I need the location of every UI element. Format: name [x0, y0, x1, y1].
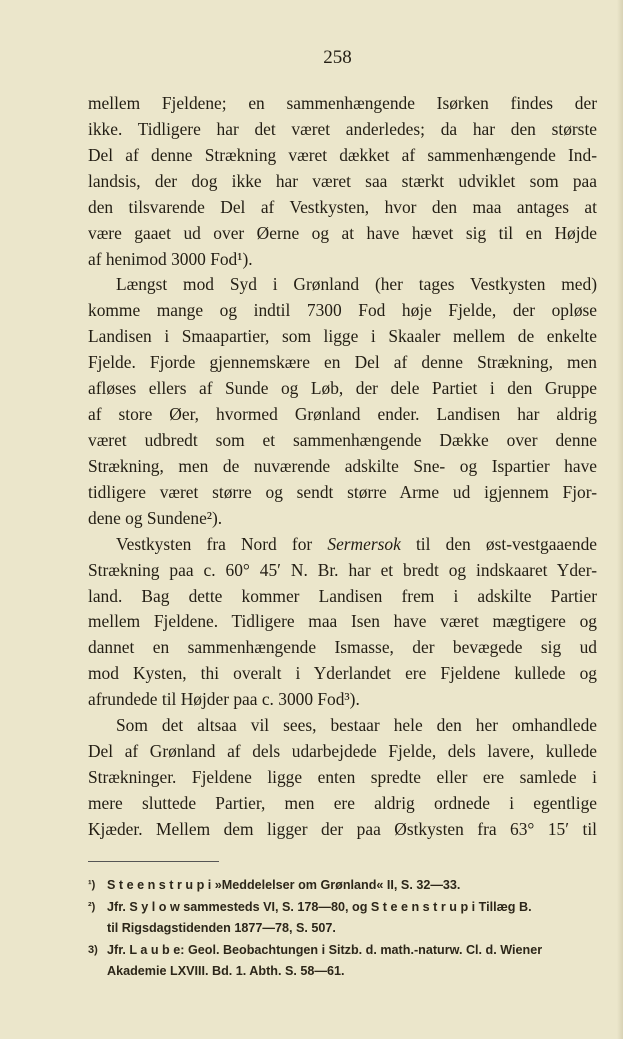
text-line [88, 376, 597, 402]
text-segment: afrundede til Højder paa c. 3000 Fod³). [88, 689, 360, 710]
text-segment: dannet en sammenhængende Ismasse, der bevægede sig ud [88, 637, 597, 658]
text-segment: ikke. Tidligere har det været anderledes; da har den største [88, 118, 597, 139]
footnote-line: Jfr. S y l o w sammesteds VI, S. 178—80, og S t e e n s t r u p i Tillæg B. [107, 899, 532, 914]
text-segment: land. Bag dette kommer Landisen frem i adskilte Partier [88, 585, 597, 606]
text-line [88, 117, 597, 143]
text-line [88, 169, 597, 195]
text-line [88, 609, 597, 635]
text-segment: mod Kysten, thi overalt i Yderlandet ere Fjeldene kullede og [88, 663, 597, 684]
text-line [88, 635, 597, 661]
text-segment: mellem Fjeldene. Tidligere maa Isen have været mægtigere og [88, 611, 597, 632]
text-line [88, 402, 597, 428]
text-line [88, 324, 597, 350]
text-segment: Strækning, men de nuværende adskilte Sne- og Ispartier have [88, 455, 597, 476]
footnote-divider [88, 861, 219, 862]
text-segment: Fjelde. Fjorde gjennemskære en Del af denne Strækning, men [88, 352, 597, 373]
text-line [88, 661, 597, 687]
text-line [88, 143, 597, 169]
page-number: 258 [323, 47, 352, 68]
text-segment: Del af denne Strækning været dækket af sammenhængende Ind- [88, 144, 597, 165]
paragraph [88, 272, 597, 531]
paragraph [88, 91, 597, 272]
footnotes [88, 875, 597, 983]
text-segment: mere sluttede Partier, men ere aldrig ordnede i egentlige [88, 792, 597, 813]
footnote [88, 940, 597, 983]
text-segment: af store Øer, hvormed Grønland ender. Landisen har aldrig [88, 404, 597, 425]
text-segment: Del af Grønland af dels udarbejdede Fjelde, dels lavere, kullede [88, 741, 597, 762]
paragraph [88, 532, 597, 713]
footnote-line: S t e e n s t r u p i »Meddelelser om Grønland« II, S. 32—33. [107, 878, 461, 892]
text-segment: til den øst-vestgaaende [400, 533, 597, 554]
italic-place-name: Sermersok [327, 533, 401, 554]
footnote-line: Jfr. L a u b e: Geol. Beobachtungen i Sitzb. d. math.-naturw. Cl. d. Wiener [107, 942, 543, 957]
text-segment: mellem Fjeldene; en sammenhængende Isørken findes der [88, 93, 597, 113]
text-segment: dene og Sundene²). [88, 507, 223, 528]
text-line [88, 195, 597, 221]
text-segment: været udbredt som et sammenhængende Dække over denne [88, 429, 597, 450]
text-line [88, 532, 597, 558]
text-segment: den tilsvarende Del af Vestkysten, hvor den maa antages at [88, 196, 597, 217]
text-line [88, 506, 597, 532]
text-segment: Vestkysten fra Nord for [116, 533, 328, 554]
footnote-line: til Rigsdagstidenden 1877—78, S. 507. [107, 921, 336, 935]
text-segment: komme mange og indtil 7300 Fod høje Fjelde, der opløse [88, 300, 597, 321]
text-line [88, 272, 597, 298]
text-line [88, 817, 597, 843]
text-line [88, 298, 597, 324]
text-segment: af henimod 3000 Fod¹). [88, 248, 253, 269]
text-line [88, 739, 597, 765]
footnote [88, 897, 597, 940]
text-line [88, 584, 597, 610]
text-line [88, 791, 597, 817]
text-line [88, 558, 597, 584]
text-segment: Strækninger. Fjeldene ligge enten spredte eller ere samlede i [88, 766, 597, 787]
page-edge-shadow [617, 0, 623, 1039]
text-line [88, 428, 597, 454]
text-segment: tidligere været større og sendt større Arme ud igjennem Fjor- [88, 481, 597, 502]
text-line [88, 687, 597, 713]
text-segment: landsis, der dog ikke har været saa stærkt udviklet som paa [88, 170, 597, 191]
text-line [88, 247, 597, 273]
text-line [88, 350, 597, 376]
text-line [88, 454, 597, 480]
text-line [88, 765, 597, 791]
text-segment: Kjæder. Mellem dem ligger der paa Østkysten fra 63° 15′ til [88, 818, 597, 839]
text-segment: Længst mod Syd i Grønland (her tages Vestkysten med) [116, 274, 597, 295]
paragraph [88, 713, 597, 843]
footnote-marker: 3) [88, 943, 98, 956]
footnote-marker: ²) [88, 900, 96, 913]
text-line [88, 91, 597, 117]
text-segment: Strækning paa c. 60° 45′ N. Br. har et bredt og indskaaret Yder- [88, 559, 597, 580]
text-line [88, 221, 597, 247]
text-line [88, 480, 597, 506]
text-segment: Landisen i Smaapartier, som ligge i Skaaler mellem de enkelte [88, 326, 597, 347]
text-segment: afløses ellers af Sunde og Løb, der dele Partiet i den Gruppe [88, 378, 597, 399]
footnote-marker: ¹) [88, 879, 96, 891]
body-text [88, 91, 597, 843]
text-segment: Som det altsaa vil sees, bestaar hele den her omhandlede [116, 715, 597, 736]
footnote [88, 875, 597, 897]
text-segment: være gaaet ud over Øerne og at have hævet sig til en Højde [88, 222, 597, 243]
footnote-line: Akademie LXVIII. Bd. 1. Abth. S. 58—61. [107, 964, 345, 978]
text-line [88, 713, 597, 739]
